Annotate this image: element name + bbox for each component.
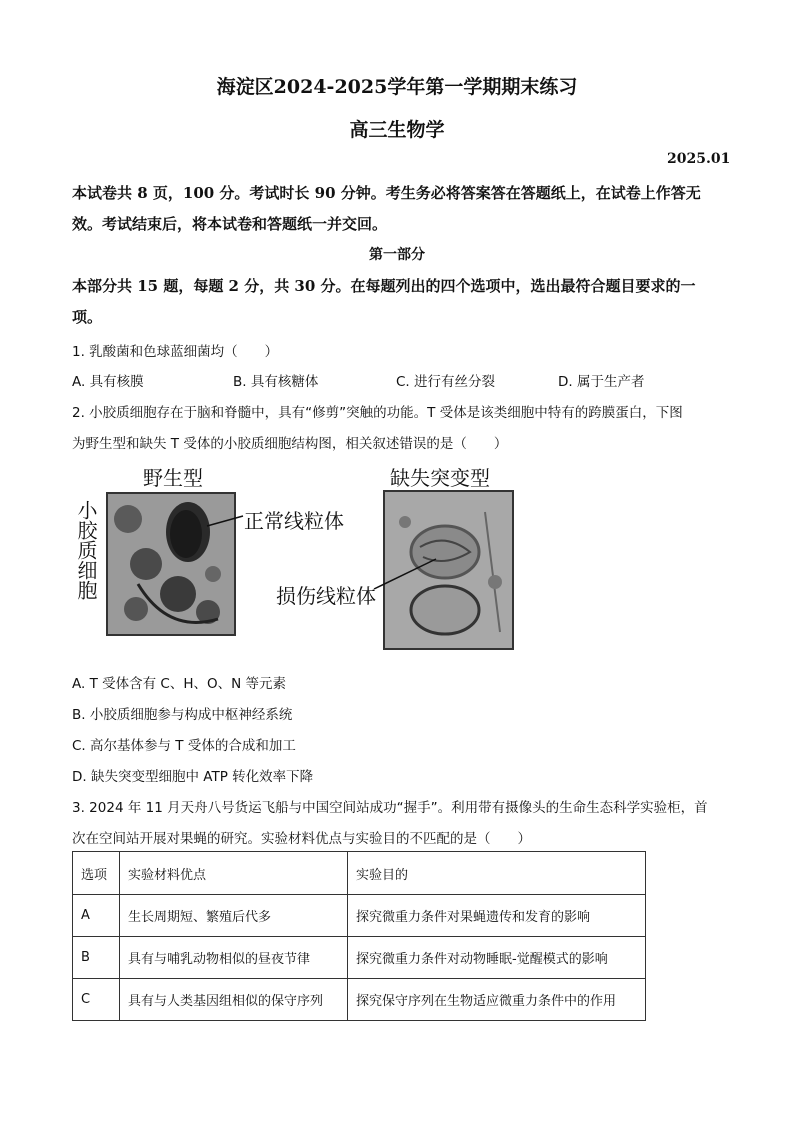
- table-header-cell: 实验材料优点: [120, 852, 348, 895]
- table-cell: 生长周期短、繁殖后代多: [120, 895, 348, 937]
- normal-mito-pointer: [205, 510, 245, 530]
- exam-title: 海淀区2024-2025学年第一学期期末练习: [216, 76, 578, 98]
- damaged-mito-pointer: [370, 555, 440, 595]
- table-row: [73, 895, 646, 937]
- table-cell: 探究保守序列在生物适应微重力条件中的作用: [348, 979, 646, 1021]
- table-header-cell: 实验目的: [348, 852, 646, 895]
- q2-option-d: D. 缺失突变型细胞中 ATP 转化效率下降: [72, 769, 314, 785]
- instructions-line-2: 效。考试结束后，将本试卷和答题纸一并交回。: [72, 215, 388, 233]
- figure-side-label: 小胶质细胞: [74, 500, 98, 600]
- q1-option-b: B. 具有核糖体: [233, 374, 319, 390]
- q2-stem-line-2: 为野生型和缺失 T 受体的小胶质细胞结构图，相关叙述错误的是（ ）: [72, 436, 508, 452]
- instructions-line-1: 本试卷共 8 页，100 分。考试时长 90 分钟。考生务必将答案答在答题纸上，在试卷上作答无: [72, 184, 701, 202]
- q1-stem: 1. 乳酸菌和色球蓝细菌均（ ）: [72, 344, 279, 360]
- table-cell: C: [73, 979, 120, 1021]
- table-cell: 具有与哺乳动物相似的昼夜节律: [120, 937, 348, 979]
- q3-table: [72, 851, 646, 1021]
- table-cell: A: [73, 895, 120, 937]
- q3-stem-line-1: 3. 2024 年 11 月天舟八号货运飞船与中国空间站成功“握手”。利用带有摄像头的生命生态科学实验柜，首: [72, 800, 708, 816]
- part-heading: 第一部分: [369, 247, 425, 263]
- exam-subtitle: 高三生物学: [349, 119, 445, 141]
- q2-stem-line-1: 2. 小胶质细胞存在于脑和脊髓中，具有“修剪”突触的功能。T 受体是该类细胞中特有的跨膜蛋白，下图: [72, 405, 683, 421]
- figure-label-normal-mitochondria: 正常线粒体: [244, 509, 344, 533]
- part-desc-line-2: 项。: [72, 308, 103, 326]
- q1-option-a: A. 具有核膜: [72, 374, 144, 390]
- figure-label-damaged-mitochondria: 损伤线粒体: [276, 584, 376, 608]
- table-row: [73, 979, 646, 1021]
- figure-label-wild-type: 野生型: [143, 466, 203, 490]
- q2-option-c: C. 高尔基体参与 T 受体的合成和加工: [72, 738, 296, 754]
- exam-date: 2025.01: [667, 151, 731, 167]
- table-row: [73, 937, 646, 979]
- table-cell: 探究微重力条件对动物睡眠-觉醒模式的影响: [348, 937, 646, 979]
- table-cell: B: [73, 937, 120, 979]
- table-cell: 具有与人类基因组相似的保守序列: [120, 979, 348, 1021]
- part-desc-line-1: 本部分共 15 题，每题 2 分，共 30 分。在每题列出的四个选项中，选出最符合题目要求的一: [72, 277, 696, 295]
- q3-stem-line-2: 次在空间站开展对果蝇的研究。实验材料优点与实验目的不匹配的是（ ）: [72, 831, 531, 847]
- table-cell: 探究微重力条件对果蝇遗传和发育的影响: [348, 895, 646, 937]
- table-header-row: [73, 852, 646, 895]
- q2-option-a: A. T 受体含有 C、H、O、N 等元素: [72, 676, 287, 692]
- table-header-cell: 选项: [73, 852, 120, 895]
- q2-option-b: B. 小胶质细胞参与构成中枢神经系统: [72, 707, 293, 723]
- figure-label-mutant: 缺失突变型: [390, 466, 490, 490]
- q1-option-d: D. 属于生产者: [558, 374, 645, 390]
- q1-option-c: C. 进行有丝分裂: [396, 374, 496, 390]
